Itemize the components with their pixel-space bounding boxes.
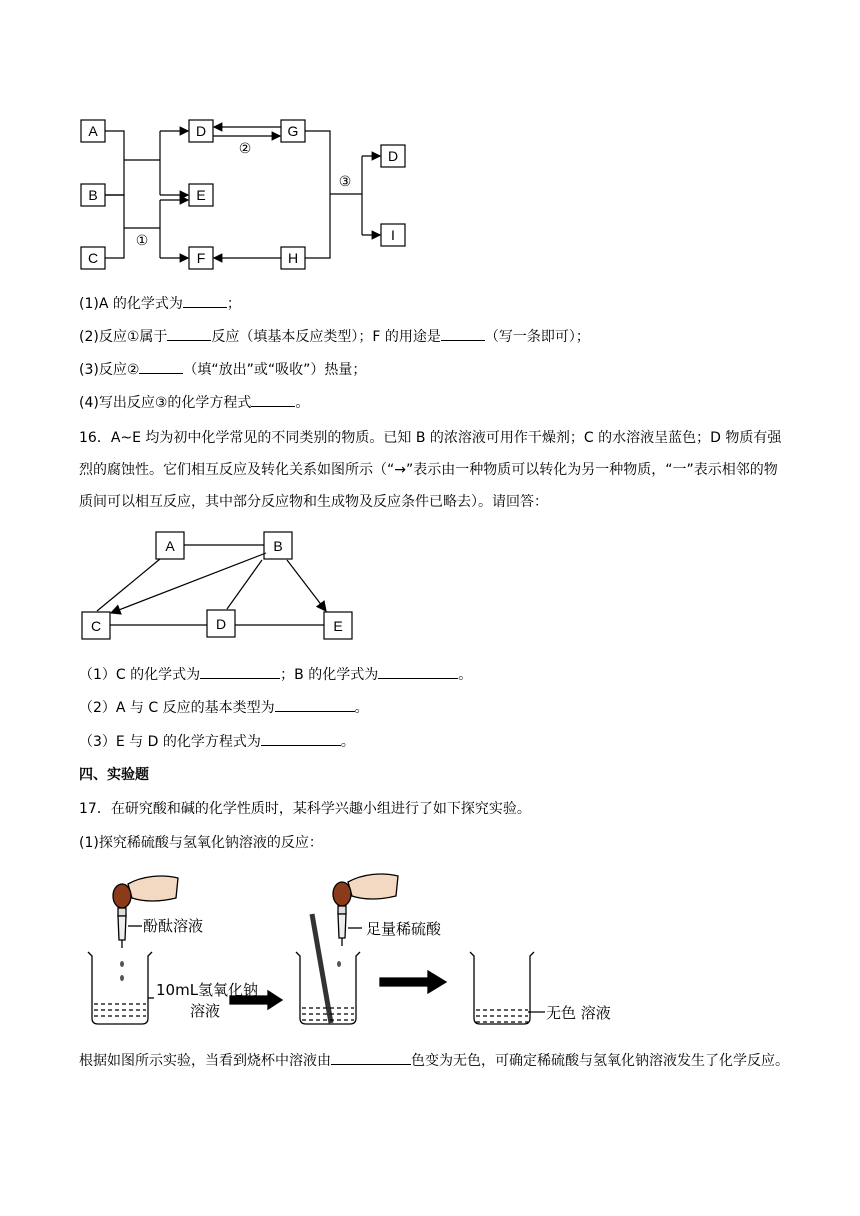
answer-blank[interactable]	[331, 1050, 411, 1065]
box-f-label: F	[196, 250, 206, 266]
experiment-illustration	[0, 868, 860, 1038]
box-d2-label: D	[387, 148, 399, 164]
q15-sub2: (2)反应①属于 反应（填基本反应类型）；F 的用途是 （写一条即可）；	[79, 326, 590, 347]
mark-2: ②	[238, 141, 252, 157]
answer-blank[interactable]	[261, 731, 341, 746]
box-b-label: B	[273, 538, 283, 554]
substance-relation-diagram	[0, 525, 860, 645]
arrow-right-icon	[380, 971, 446, 993]
q17-conclusion: 根据如图所示实验，当看到烧杯中溶液由 色变为无色，可确定稀硫酸与氢氧化钠溶液发生了化学反应。	[79, 1045, 791, 1077]
q16-intro: 16．A~E 均为初中化学常见的不同类别的物质。已知 B 的浓溶液可用作干燥剂；C 的水溶液呈蓝色；D 物质有强烈的腐蚀性。它们相互反应及转化关系如图所示（“→”表示由一种物质可以转化为另一种物质，“一”表示相邻的物质间可以相互反应，其中部分反应物和生成物及反应条件已略去）。请回答：	[79, 430, 782, 510]
box-g-label: G	[287, 123, 299, 139]
section-title: 四、实验题	[79, 767, 149, 783]
answer-blank[interactable]	[200, 664, 280, 679]
hand-icon	[128, 876, 178, 901]
answer-blank[interactable]	[183, 293, 227, 308]
glass-rod-icon	[312, 914, 331, 1023]
box-d-label: D	[195, 123, 207, 139]
q17-sub1: (1)探究稀硫酸与氢氧化钠溶液的反应：	[79, 835, 323, 851]
box-c-label: C	[87, 250, 99, 266]
box-e-label: E	[196, 187, 206, 203]
box-c-label: C	[90, 618, 102, 634]
q16-sub1: （1）C 的化学式为 ；B 的化学式为 。	[79, 664, 472, 685]
q15-sub1: (1)A 的化学式为 ；	[79, 293, 241, 314]
label-naoh-solution: 溶液	[190, 1002, 221, 1020]
label-dilute-acid: 足量稀硫酸	[366, 920, 442, 938]
q15-sub3: (3)反应② （填“放出”或“吸收”）热量；	[79, 359, 366, 380]
box-a-label: A	[88, 123, 98, 139]
mark-1: ①	[135, 233, 149, 249]
q16-sub2: （2）A 与 C 反应的基本类型为 。	[79, 697, 369, 718]
label-phenolphthalein: 酚酞溶液	[143, 917, 204, 935]
answer-blank[interactable]	[167, 326, 211, 341]
box-a-label: A	[165, 538, 175, 554]
hand-icon	[348, 874, 398, 899]
answer-blank[interactable]	[378, 664, 458, 679]
box-b-label: B	[88, 187, 98, 203]
box-h-label: H	[287, 250, 299, 266]
label-naoh: 10mL氢氧化钠	[156, 981, 259, 999]
mark-3: ③	[338, 174, 352, 190]
dropper-bulb-icon	[113, 884, 131, 908]
answer-blank[interactable]	[251, 392, 295, 407]
q16-sub3: （3）E 与 D 的化学方程式为 。	[79, 731, 355, 752]
dropper-bulb-icon	[333, 882, 351, 906]
answer-blank[interactable]	[441, 326, 485, 341]
beaker-icon	[470, 952, 534, 1024]
box-i-label: I	[391, 227, 395, 243]
answer-blank[interactable]	[275, 697, 355, 712]
label-colorless: 无色 溶液	[546, 1004, 611, 1022]
answer-blank[interactable]	[139, 359, 183, 374]
beaker-icon	[88, 952, 152, 1024]
q17-intro: 17．在研究酸和碱的化学性质时，某科学兴趣小组进行了如下探究实验。	[79, 801, 531, 817]
box-d-label: D	[215, 616, 227, 632]
reaction-flow-diagram	[0, 0, 860, 285]
q15-sub4: (4)写出反应③的化学方程式 。	[79, 392, 309, 413]
box-e-label: E	[333, 618, 343, 634]
